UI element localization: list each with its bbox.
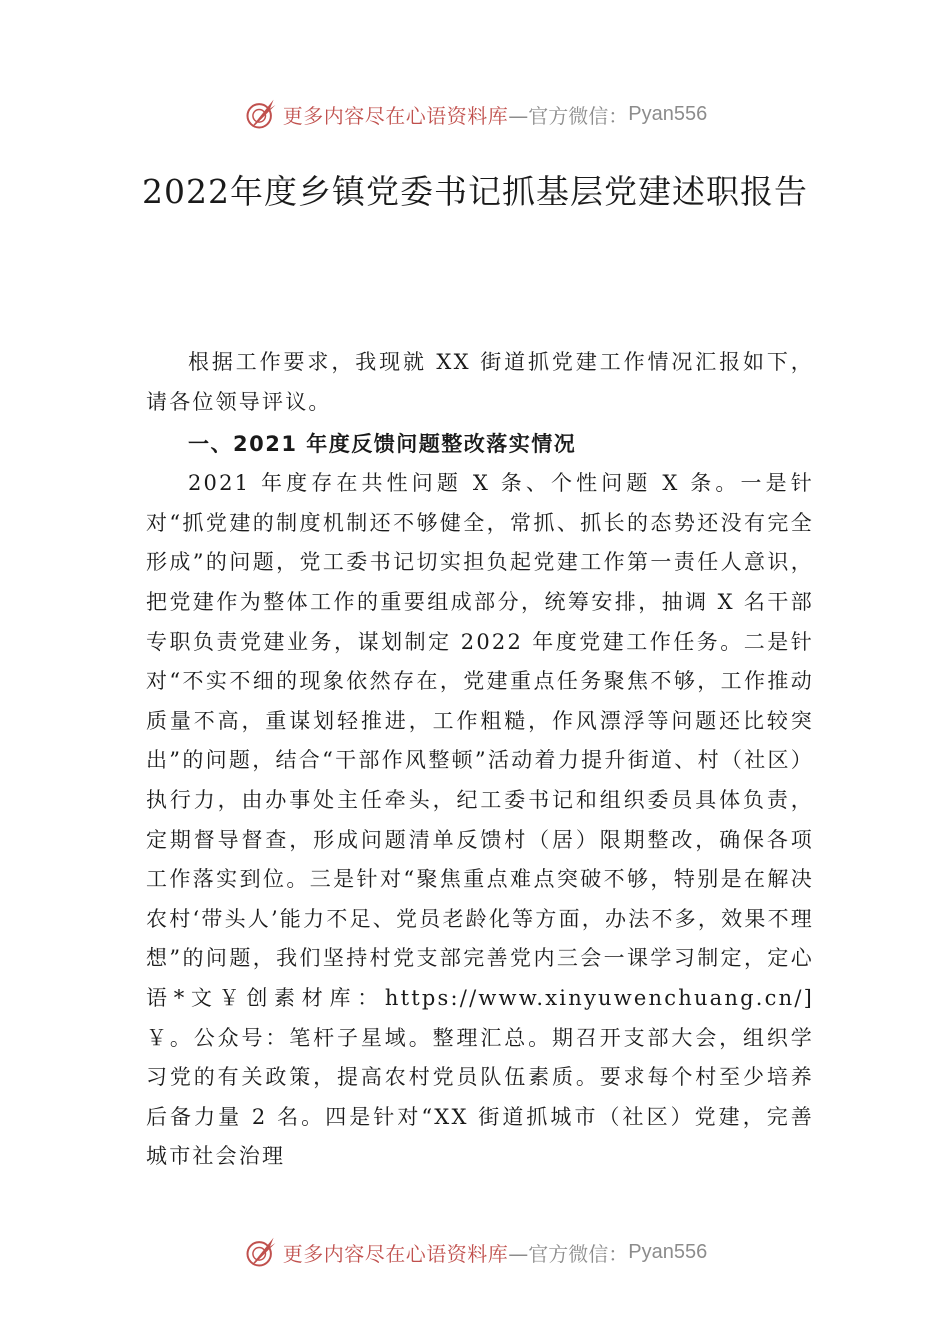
section-paragraph: 2021 年度存在共性问题 X 条、个性问题 X 条。一是针对“抓党建的制度机制还不够健全，常抓、抓长的态势还没有完全形成”的问题，党工委书记切实担负起党建工作第一责任人意识，把党建作为整体工作的重要组成部分，统筹安排，抽调 X 名干部专职负责党建业务，谋划制定 2022 年度党建工作任务。二是针对“不实不细的现象依然存在，党建重点任务聚焦不够，工作推动质量不高，重谋划轻推进，工作粗糙，作风漂浮等问题还比较突出”的问题，结合“干部作风整顿”活动着力提升街道、村（社区）执行力，由办事处主任牵头，纪工委书记和组织委员具体负责，定期督导督查，形成问题清单反馈村（居）限期整改，确保各项工作落实到位。三是针对“聚焦重点难点突破不够，特别是在解决农村‘带头人’能力不足、党员老龄化等方面，办法不多，效果不理想”的问题，我们坚持村党支部完善党内三会一课学习制定，定心语*文￥创素材库：https://www.xinyuwenchuang.cn/]￥。公众号：笔杆子星域。整理汇总。期召开支部大会，组织学习党的有关政策，提高农村党员队伍素质。要求每个村至少培养后备力量 2 名。四是针对“XX 街道抓城市（社区）党建，完善城市社会治理: [146, 471, 814, 1169]
banner-library-text: 更多内容尽在心语资料库: [282, 103, 509, 128]
quill-logo-icon: [243, 1234, 279, 1270]
banner-library-text: 更多内容尽在心语资料库: [282, 1241, 509, 1266]
quill-logo-icon: [243, 96, 279, 132]
section-heading: 一、2021 年度反馈问题整改落实情况: [188, 432, 577, 457]
header-banner: [0, 94, 950, 134]
intro-paragraph: 根据工作要求，我现就 XX 街道抓党建工作情况汇报如下，请各位领导评议。: [146, 350, 814, 414]
footer-banner: [0, 1232, 950, 1272]
banner-wechat-id: Pyan556: [628, 1240, 708, 1263]
banner-wechat-label: —官方微信：: [508, 103, 629, 128]
banner-wechat-label: —官方微信：: [508, 1241, 629, 1266]
document-body: [146, 343, 814, 1177]
document-title: 2022年度乡镇党委书记抓基层党建述职报告: [142, 172, 808, 211]
banner-wechat-id: Pyan556: [628, 102, 708, 125]
